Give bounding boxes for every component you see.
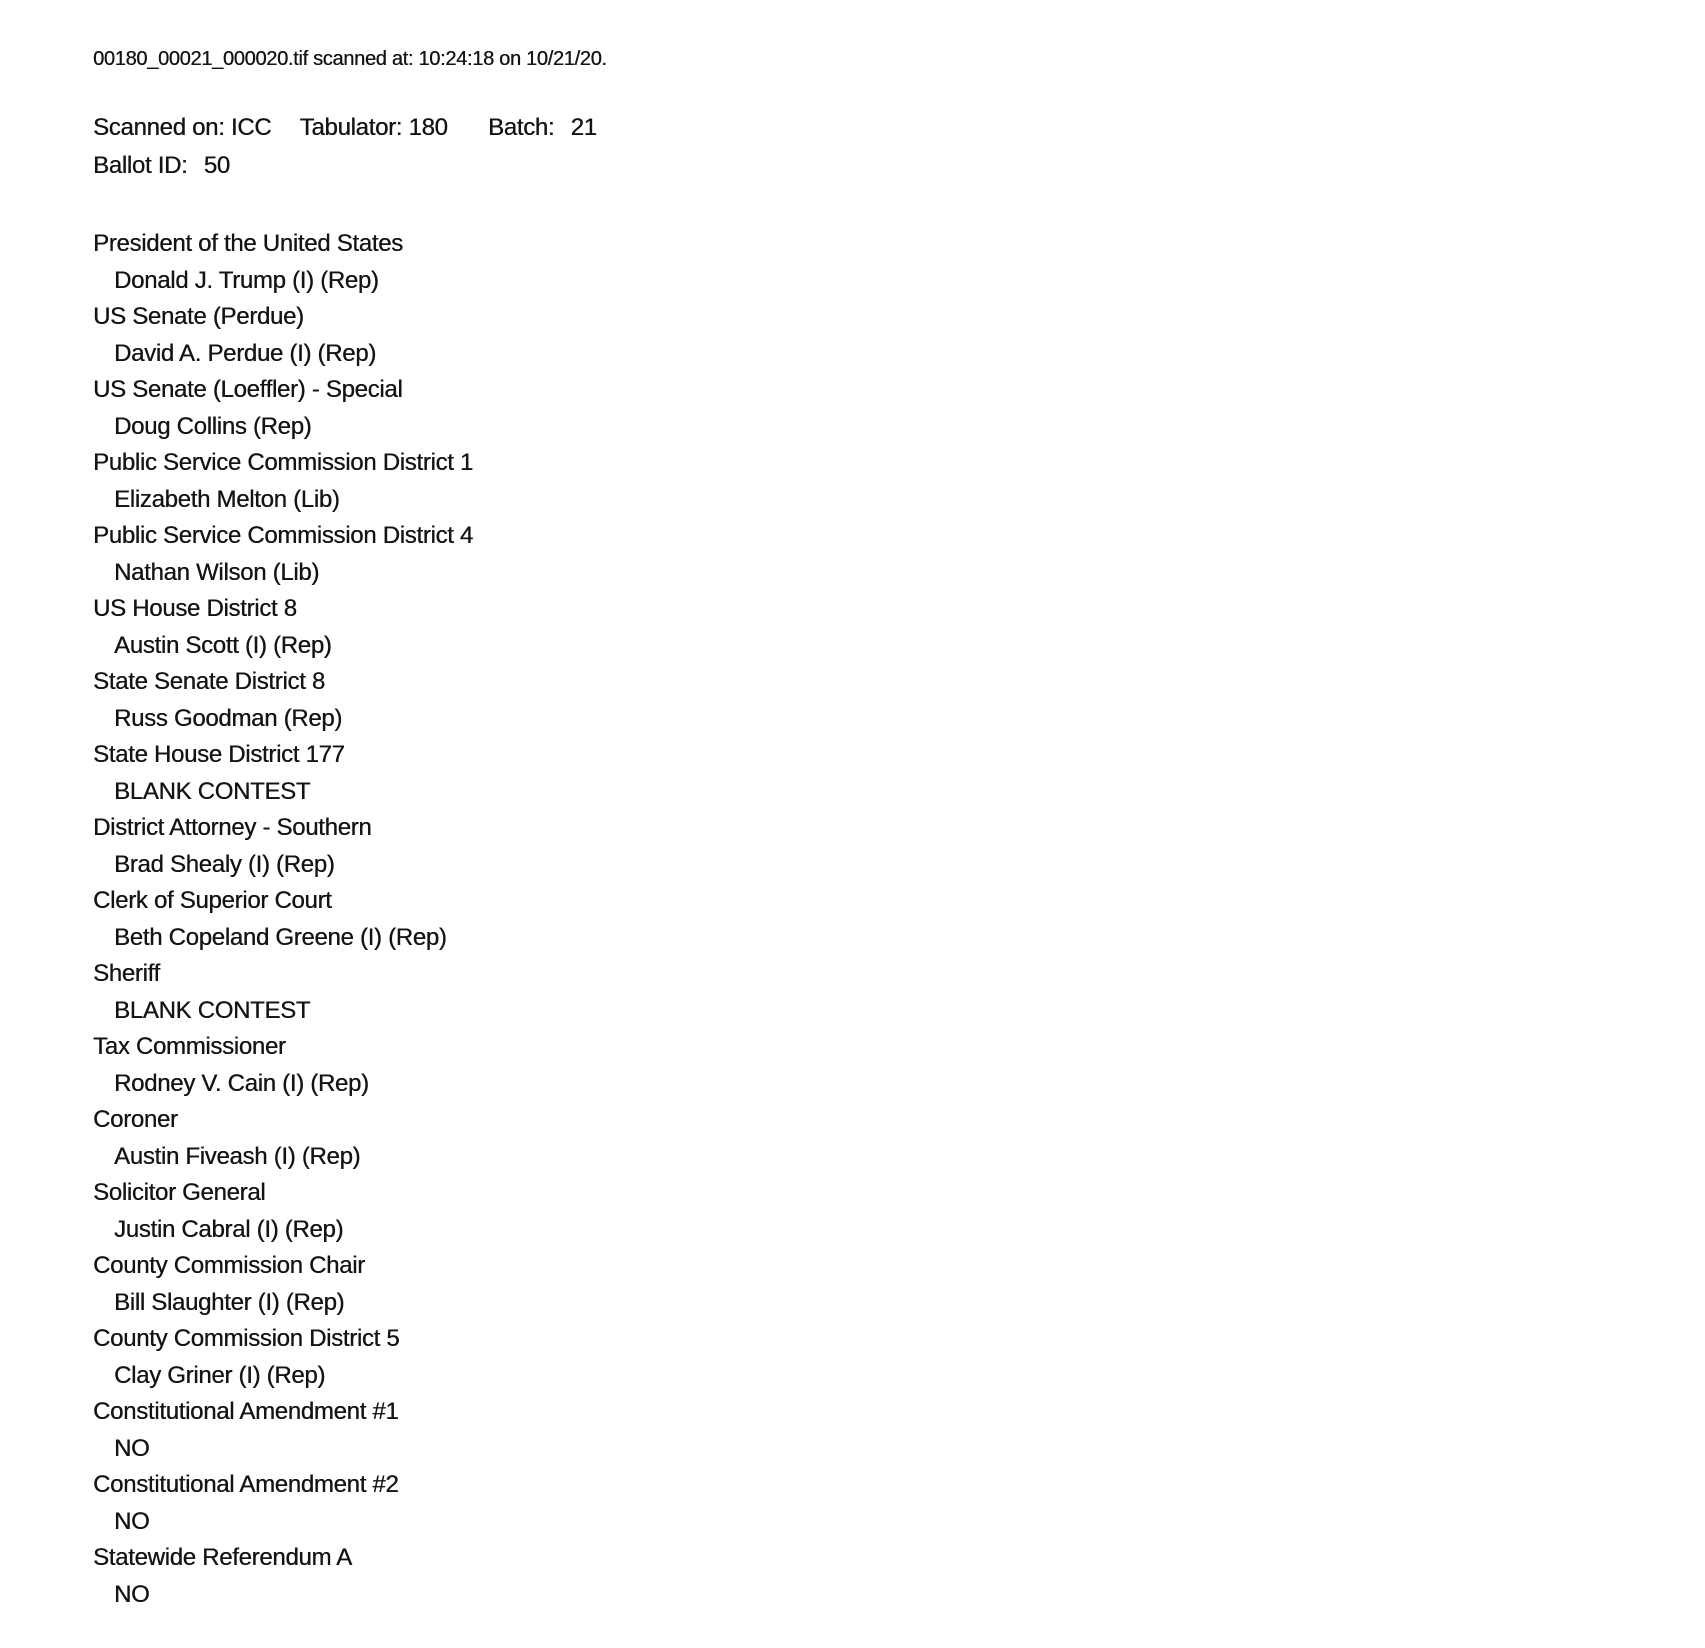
contest-title: Constitutional Amendment #1: [93, 1398, 399, 1425]
contest-selection: Donald J. Trump (I) (Rep): [114, 266, 379, 294]
contest-selection: Russ Goodman (Rep): [114, 704, 343, 732]
contest-title: County Commission District 5: [93, 1325, 400, 1352]
contest-title: US Senate (Perdue): [93, 303, 304, 330]
contest-title: State Senate District 8: [93, 668, 325, 695]
tabulator-label: Tabulator:: [299, 114, 403, 141]
contest-title: Solicitor General: [93, 1179, 266, 1206]
contest-selection: Bill Slaughter (I) (Rep): [114, 1288, 345, 1316]
contest-selection: Rodney V. Cain (I) (Rep): [114, 1069, 369, 1097]
scanner-value: ICC: [230, 114, 272, 141]
contest-title: US Senate (Loeffler) - Special: [93, 376, 403, 403]
batch-label: Batch:: [487, 114, 555, 141]
contest-selection: David A. Perdue (I) (Rep): [114, 339, 376, 367]
contest-title: Public Service Commission District 1: [93, 449, 473, 476]
contest-title: County Commission Chair: [93, 1252, 365, 1279]
scanned-on-label: Scanned on:: [93, 114, 225, 141]
batch-value: 21: [570, 114, 597, 141]
contest-selection: NO: [114, 1580, 150, 1608]
contest-selection: Elizabeth Melton (Lib): [114, 485, 340, 513]
contest-title: District Attorney - Southern: [93, 814, 372, 841]
contest-title: State House District 177: [93, 741, 345, 768]
contest-selection: BLANK CONTEST: [114, 777, 311, 805]
ballot-id-value: 50: [203, 152, 230, 179]
contest-selection: NO: [114, 1507, 150, 1535]
contest-title: Sheriff: [93, 960, 160, 987]
contest-selection: Austin Fiveash (I) (Rep): [114, 1142, 361, 1170]
contest-selection: Doug Collins (Rep): [114, 412, 312, 440]
contest-selection: BLANK CONTEST: [114, 996, 311, 1024]
contest-title: Tax Commissioner: [93, 1033, 286, 1060]
contest-selection: Justin Cabral (I) (Rep): [114, 1215, 344, 1243]
contest-selection: Clay Griner (I) (Rep): [114, 1361, 326, 1389]
ballot-id-label: Ballot ID:: [93, 152, 188, 179]
tabulator-value: 180: [408, 114, 448, 141]
contest-title: Clerk of Superior Court: [93, 887, 332, 914]
contest-title: US House District 8: [93, 595, 297, 622]
contest-title: Public Service Commission District 4: [93, 522, 473, 549]
contest-selection: Brad Shealy (I) (Rep): [114, 850, 335, 878]
scan-info-line: [93, 109, 1665, 147]
scan-file-info: 00180_00021_000020.tif scanned at: 10:24:18 on 10/21/20.: [93, 48, 607, 70]
contest-selection: Austin Scott (I) (Rep): [114, 631, 332, 659]
contest-list: [93, 226, 1665, 1613]
contest-title: Constitutional Amendment #2: [93, 1471, 399, 1498]
ballot-id-line: [93, 147, 1665, 185]
contest-selection: NO: [114, 1434, 150, 1462]
contest-title: Coroner: [93, 1106, 178, 1133]
contest-title: President of the United States: [93, 230, 403, 257]
contest-selection: Beth Copeland Greene (I) (Rep): [114, 923, 447, 951]
contest-selection: Nathan Wilson (Lib): [114, 558, 320, 586]
contest-title: Statewide Referendum A: [93, 1544, 352, 1571]
